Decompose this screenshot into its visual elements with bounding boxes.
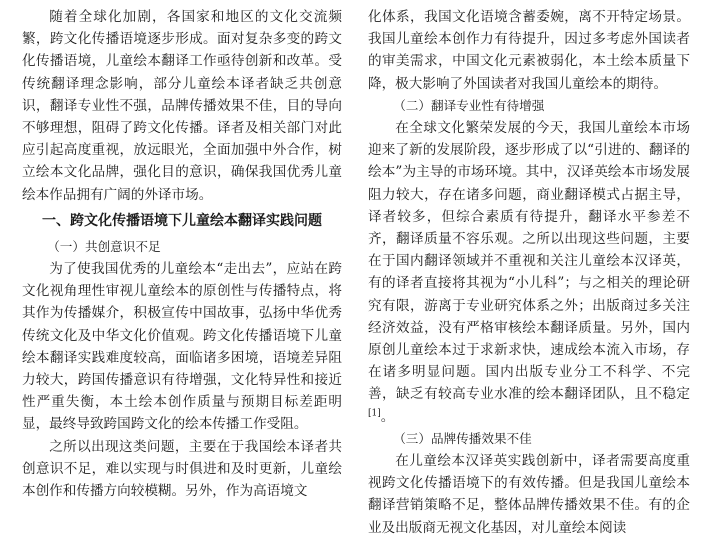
body-paragraph: 之所以出现这类问题，主要在于我国绘本译者共创意识不足，难以实现与时俱进和及时更新，儿童绘本创作和传播方向较模糊。另外，作为高语境文 <box>22 438 342 500</box>
body-paragraph: 在儿童绘本汉译英实践创新中，译者需要高度重视跨文化传播语境下的有效传播。但是我国儿童绘本翻译营销策略不足，整体品牌传播效果不佳。有的企业及出版商无视文化基因，对儿童绘本阅读 <box>368 453 690 536</box>
body-paragraph: 为了使我国优秀的儿童绘本“走出去”，应站在跨文化视角理性审视儿童绘本的原创性与传播特点，将其作为传播媒介，积极宣传中国故事，弘扬中华优秀传统文化及中华文化价值观。跨文化传播语境下儿童绘本翻译实践难度较高，面临诸多困境，语境差异阻力较大，跨国传播意识有待增强，文化特异性和接近性严重失衡，本土绘本创作质量与预期目标差距明显，最终导致跨国跨文化的绘本传播工作受阻。 <box>22 261 342 433</box>
section-heading-1: 一、跨文化传播语境下儿童绘本翻译实践问题 <box>42 212 322 229</box>
intro-paragraph: 随着全球化加剧，各国家和地区的文化交流频繁，跨文化传播语境逐步形成。面对复杂多变的跨文化传播语境，儿童绘本翻译工作亟待创新和改革。受传统翻译理念影响，部分儿童绘本译者缺乏共创意识，翻译专业性不强，品牌传播效果不佳，目的导向不够理想，阻碍了跨文化传播。译者及相关部门对此应引起高度重视，放远眼光，全面加强中外合作，树立绘本文化品牌，强化目的意识，确保我国优秀儿童绘本作品拥有广阔的外译市场。 <box>22 9 342 203</box>
paragraph-text: 在全球文化繁荣发展的今天，我国儿童绘本市场迎来了新的发展阶段，逐步形成了以“引进的、翻译的绘本”为主导的市场环境。其中，汉译英绘本市场发展阻力较大，存在诸多问题，商业翻译模式占据主导，译者较多，但综合素质有待提升，翻译水平参差不齐，翻译质量不容乐观。之所以出现这些问题，主要在于国内翻译领域并不重视和关注儿童绘本汉译英，有的译者直接将其视为“小儿科”；与之相关的理论研究有限，游离于专业研究体系之外；出版商过多关注经济效益，没有严格审核绘本翻译质量。另外，国内原创儿童绘本过于求新求快，速成绘本流入市场，存在诸多明显问题。国内出版专业分工不科学、不完善，缺乏有较高专业水准的绘本翻译团队，且不稳定 <box>368 120 690 403</box>
citation-marker: [1] <box>368 408 381 419</box>
subsection-heading-1: （一）共创意识不足 <box>47 238 161 254</box>
body-paragraph <box>368 117 690 428</box>
left-column <box>22 6 342 502</box>
subsection-heading-3: （三）品牌传播效果不佳 <box>393 430 532 446</box>
paragraph-end: 。 <box>380 408 395 425</box>
right-column <box>368 6 690 539</box>
continued-paragraph: 化体系，我国文化语境含蓄委婉，离不开特定场景。我国儿童绘本创作力有待提升，因过多考虑外国读者的审美需求，中国文化元素被弱化，本土绘本质量下降，极大影响了外国读者对我国儿童绘本的期待。 <box>368 9 690 92</box>
subsection-heading-2: （二）翻译专业性有待增强 <box>393 97 545 113</box>
